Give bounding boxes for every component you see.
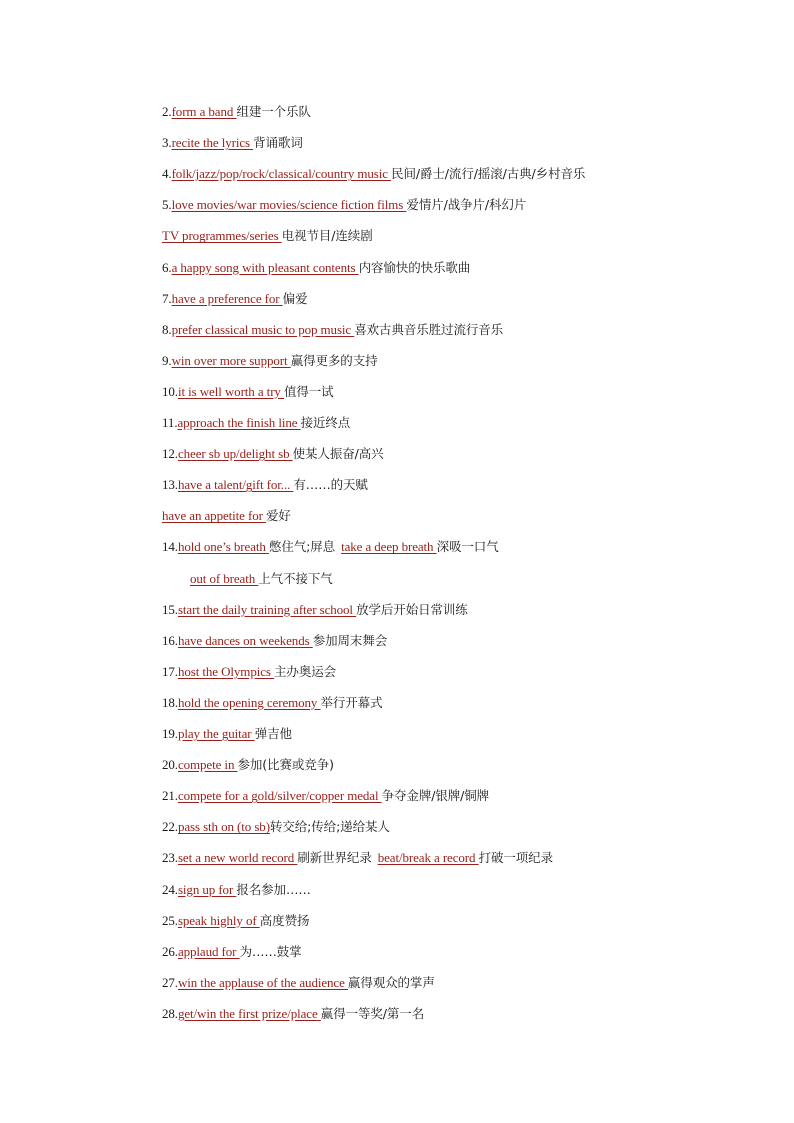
- item-number: 7.: [162, 290, 172, 306]
- chinese-meaning: 赢得观众的掌声: [347, 974, 435, 990]
- chinese-meaning: 赢得一等奖/第一名: [320, 1005, 425, 1021]
- english-phrase: host the Olympics: [177, 663, 275, 679]
- english-phrase: win over more support: [171, 352, 291, 368]
- vocab-line: [162, 102, 311, 122]
- item-number: 22.: [162, 819, 178, 835]
- item-number: 20.: [162, 757, 178, 773]
- english-phrase: set a new world record: [177, 850, 298, 866]
- chinese-meaning: 爱情片/战争片/科幻片: [406, 197, 527, 213]
- item-number: 9.: [162, 352, 172, 368]
- chinese-meaning: 使某人振奋/高兴: [292, 446, 384, 462]
- vocab-line: [162, 475, 368, 495]
- chinese-meaning: 赢得更多的支持: [290, 352, 378, 368]
- item-number: 16.: [162, 632, 178, 648]
- vocab-line: [162, 351, 378, 371]
- chinese-meaning: 偏爱: [282, 290, 308, 306]
- vocab-line: [162, 413, 350, 433]
- chinese-meaning: 组建一个乐队: [236, 104, 311, 119]
- english-phrase: folk/jazz/pop/rock/classical/country music: [171, 166, 392, 182]
- vocab-line: [162, 258, 470, 278]
- vocab-line: [162, 320, 503, 340]
- english-phrase: hold one’s breath: [177, 539, 269, 555]
- chinese-meaning: 放学后开始日常训练: [356, 601, 468, 617]
- chinese-meaning: 报名参加……: [236, 881, 311, 897]
- item-number: 6.: [162, 259, 172, 275]
- item-number: 18.: [162, 694, 178, 710]
- chinese-meaning: 背诵歌词: [253, 135, 303, 151]
- item-number: 26.: [162, 943, 178, 959]
- vocab-line: [162, 195, 526, 215]
- english-phrase: win the applause of the audience: [177, 974, 348, 990]
- english-phrase: hold the opening ceremony: [177, 694, 321, 710]
- chinese-meaning: 有……的天赋: [293, 477, 368, 493]
- english-phrase: sign up for: [177, 881, 237, 897]
- chinese-meaning: 举行开幕式: [320, 694, 383, 710]
- chinese-meaning: 刷新世界纪录: [297, 850, 372, 866]
- english-phrase: out of breath: [190, 570, 259, 586]
- item-number: 4.: [162, 166, 172, 182]
- english-phrase: compete in: [177, 757, 238, 773]
- chinese-meaning: 高度赞扬: [259, 912, 310, 928]
- vocab-line: [162, 880, 311, 900]
- chinese-meaning: 参加(比赛或竞争): [237, 757, 334, 773]
- vocab-line: [162, 537, 499, 557]
- english-phrase: form a band: [171, 104, 237, 119]
- chinese-meaning: 爱好: [266, 508, 291, 524]
- item-number: 12.: [162, 446, 178, 462]
- chinese-meaning: 争夺金牌/银牌/铜牌: [381, 788, 490, 804]
- item-number: 23.: [162, 850, 178, 866]
- english-phrase: have a preference for: [171, 290, 283, 306]
- chinese-meaning: 电视节目/连续剧: [281, 228, 373, 244]
- item-number: 21.: [162, 788, 178, 804]
- vocab-line: [162, 973, 435, 993]
- vocab-line: [162, 444, 384, 464]
- english-phrase: have a talent/gift for...: [177, 477, 294, 493]
- english-phrase: prefer classical music to pop music: [171, 321, 355, 337]
- vocab-line: [162, 755, 334, 775]
- item-number: 5.: [162, 197, 172, 213]
- english-phrase: love movies/war movies/science fiction films: [171, 197, 407, 213]
- english-phrase: a happy song with pleasant contents: [171, 259, 359, 275]
- english-phrase: start the daily training after school: [177, 601, 357, 617]
- english-phrase: play the guitar: [177, 726, 255, 741]
- chinese-meaning: 为……鼓掌: [239, 943, 302, 959]
- chinese-meaning-secondary: 打破一项纪录: [478, 850, 553, 866]
- vocab-line: [162, 817, 390, 837]
- item-number: 14.: [162, 539, 178, 555]
- chinese-meaning: 内容愉快的快乐歌曲: [358, 259, 471, 275]
- chinese-meaning: 民间/爵士/流行/摇滚/古典/乡村音乐: [391, 166, 586, 182]
- item-number: 15.: [162, 601, 178, 617]
- item-number: 13.: [162, 477, 178, 493]
- item-number: 17.: [162, 663, 178, 679]
- vocab-line: [162, 631, 387, 651]
- item-number: 27.: [162, 974, 178, 990]
- english-phrase: TV programmes/series: [162, 228, 282, 244]
- item-number: 19.: [162, 726, 178, 741]
- chinese-meaning: 转交给;传给;递给某人: [269, 819, 390, 835]
- vocab-line: [162, 226, 373, 246]
- item-number: 28.: [162, 1005, 178, 1021]
- chinese-meaning: 憋住气;屏息: [268, 539, 336, 555]
- vocab-line: [162, 506, 291, 526]
- item-number: 24.: [162, 881, 178, 897]
- vocab-line: [162, 724, 292, 744]
- item-number: 25.: [162, 912, 178, 928]
- item-number: 3.: [162, 135, 172, 151]
- chinese-meaning: 主办奥运会: [274, 663, 337, 679]
- english-phrase: cheer sb up/delight sb: [177, 446, 293, 462]
- vocab-line: [162, 942, 302, 962]
- chinese-meaning: 弹吉他: [254, 726, 292, 741]
- vocab-line: [162, 786, 489, 806]
- vocab-line: [162, 289, 307, 309]
- english-phrase: get/win the first prize/place: [177, 1005, 321, 1021]
- vocab-line: [162, 911, 309, 931]
- english-phrase: approach the finish line: [177, 415, 301, 430]
- item-number: 10.: [162, 383, 178, 399]
- english-phrase: have dances on weekends: [177, 632, 313, 648]
- english-phrase-secondary: take a deep breath: [341, 539, 437, 555]
- english-phrase: applaud for: [177, 943, 240, 959]
- english-phrase: pass sth on (to sb): [177, 819, 270, 835]
- english-phrase: recite the lyrics: [171, 135, 254, 151]
- chinese-meaning: 上气不接下气: [258, 570, 333, 586]
- chinese-meaning: 参加周末舞会: [312, 632, 388, 648]
- item-number: 11.: [162, 415, 178, 430]
- english-phrase: it is well worth a try: [177, 383, 284, 399]
- chinese-meaning-secondary: 深吸一口气: [436, 539, 499, 555]
- vocab-line: [162, 848, 553, 868]
- chinese-meaning: 喜欢古典音乐胜过流行音乐: [354, 321, 504, 337]
- english-phrase-secondary: beat/break a record: [377, 850, 479, 866]
- vocab-line: [162, 382, 334, 402]
- vocab-line: [162, 133, 303, 153]
- vocab-line: [190, 569, 333, 589]
- chinese-meaning: 接近终点: [300, 415, 351, 430]
- item-number: 8.: [162, 321, 172, 337]
- vocab-line: [162, 693, 383, 713]
- vocab-line: [162, 164, 585, 184]
- vocab-line: [162, 662, 336, 682]
- vocab-line: [162, 1004, 424, 1024]
- english-phrase: have an appetite for: [162, 508, 267, 524]
- english-phrase: speak highly of: [177, 912, 260, 928]
- chinese-meaning: 值得一试: [283, 383, 334, 399]
- item-number: 2.: [162, 104, 172, 119]
- english-phrase: compete for a gold/silver/copper medal: [177, 788, 382, 804]
- vocab-line: [162, 600, 468, 620]
